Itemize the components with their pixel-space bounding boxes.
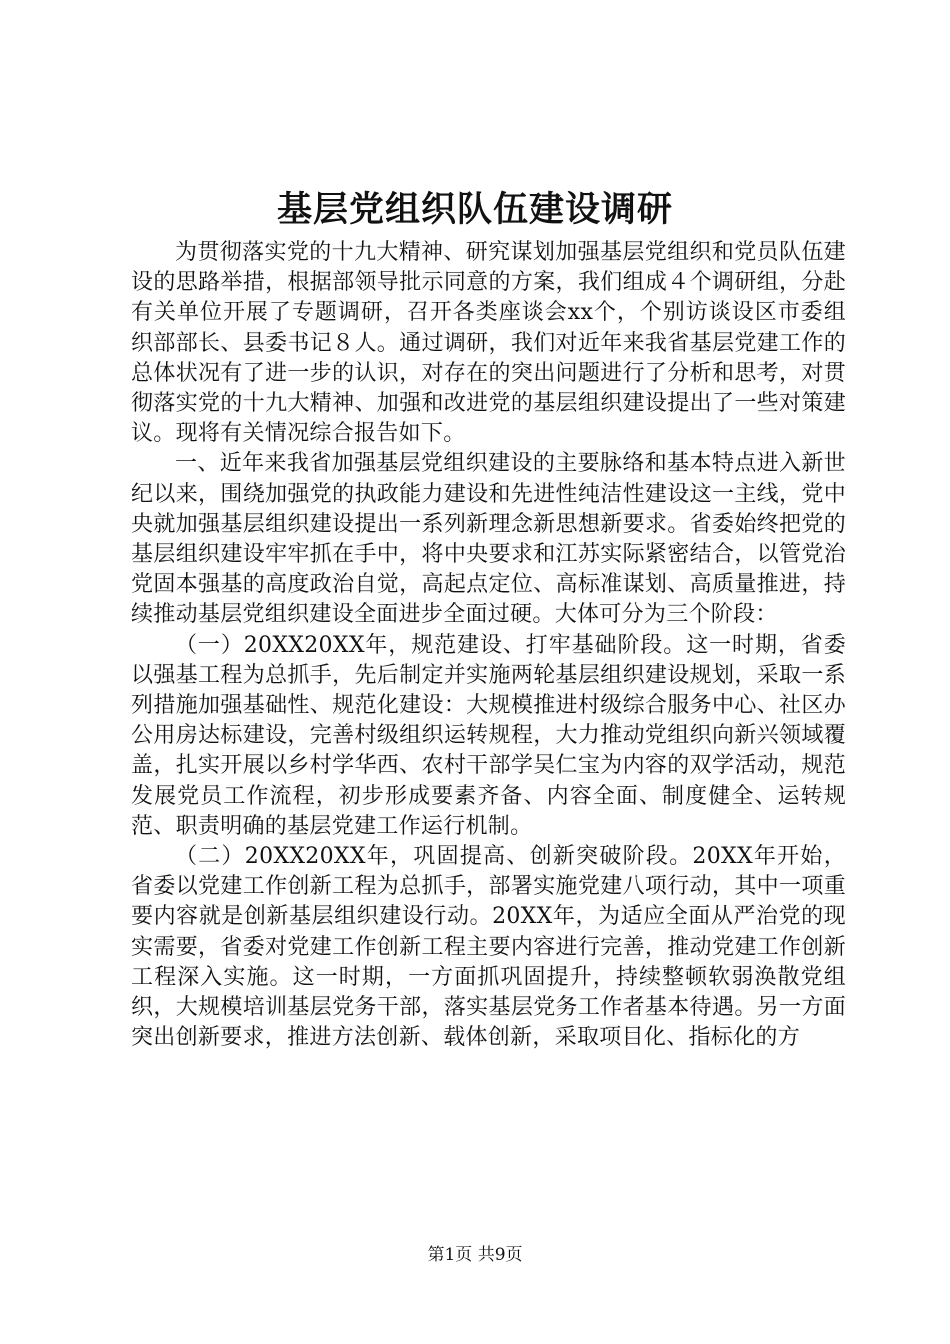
paragraph-stage-two: （二）20XX20XX年，巩固提高、创新突破阶段。20XX年开始，省委以党建工作创新工程为总抓手，部署实施党建八项行动，其中一项重要内容就是创新基层组织建设行动。20XX年，为适应全面从严治党的现实需要，省委对党建工作创新工程主要内容进行完善，推动党建工作创新工程深入实施。这一时期，一方面抓巩固提升，持续整顿软弱涣散党组织，大规模培训基层党务干部，落实基层党务工作者基本待遇。另一方面突出创新要求，推进方法创新、载体创新，采取项目化、指标化的方 xyxy=(131,844,846,1051)
document-body xyxy=(131,238,846,1053)
paragraph-section-one: 一、近年来我省加强基层党组织建设的主要脉络和基本特点进入新世纪以来，围绕加强党的执政能力建设和先进性纯洁性建设这一主线，党中央就加强基层组织建设提出一系列新理念新思想新要求。省委始终把党的基层组织建设牢牢抓在手中，将中央要求和江苏实际紧密结合，以管党治党固本强基的高度政治自觉，高起点定位、高标准谋划、高质量推进，持续推动基层党组织建设全面进步全面过硬。大体可分为三个阶段： xyxy=(131,451,846,628)
paragraph-stage-one: （一）20XX20XX年，规范建设、打牢基础阶段。这一时期，省委以强基工程为总抓手，先后制定并实施两轮基层组织建设规划，采取一系列措施加强基础性、规范化建设：大规模推进村级综合服务中心、社区办公用房达标建设，完善村级组织运转规程，大力推动党组织向新兴领域覆盖，扎实开展以乡村学华西、农村干部学吴仁宝为内容的双学活动，规范发展党员工作流程，初步形成要素齐备、内容全面、制度健全、运转规范、职责明确的基层党建工作运行机制。 xyxy=(131,632,846,839)
page-number-footer: 第1页 共9页 xyxy=(427,1245,523,1265)
document-title: 基层党组织队伍建设调研 xyxy=(276,189,673,230)
paragraph-intro: 为贯彻落实党的十九大精神、研究谋划加强基层党组织和党员队伍建设的思路举措，根据部领导批示同意的方案，我们组成４个调研组，分赴有关单位开展了专题调研，召开各类座谈会xx个，个别访谈设区市委组织部部长、县委书记８人。通过调研，我们对近年来我省基层党建工作的总体状况有了进一步的认识，对存在的突出问题进行了分析和思考，对贯彻落实党的十九大精神、加强和改进党的基层组织建设提出了一些对策建议。现将有关情况综合报告如下。 xyxy=(131,240,846,447)
